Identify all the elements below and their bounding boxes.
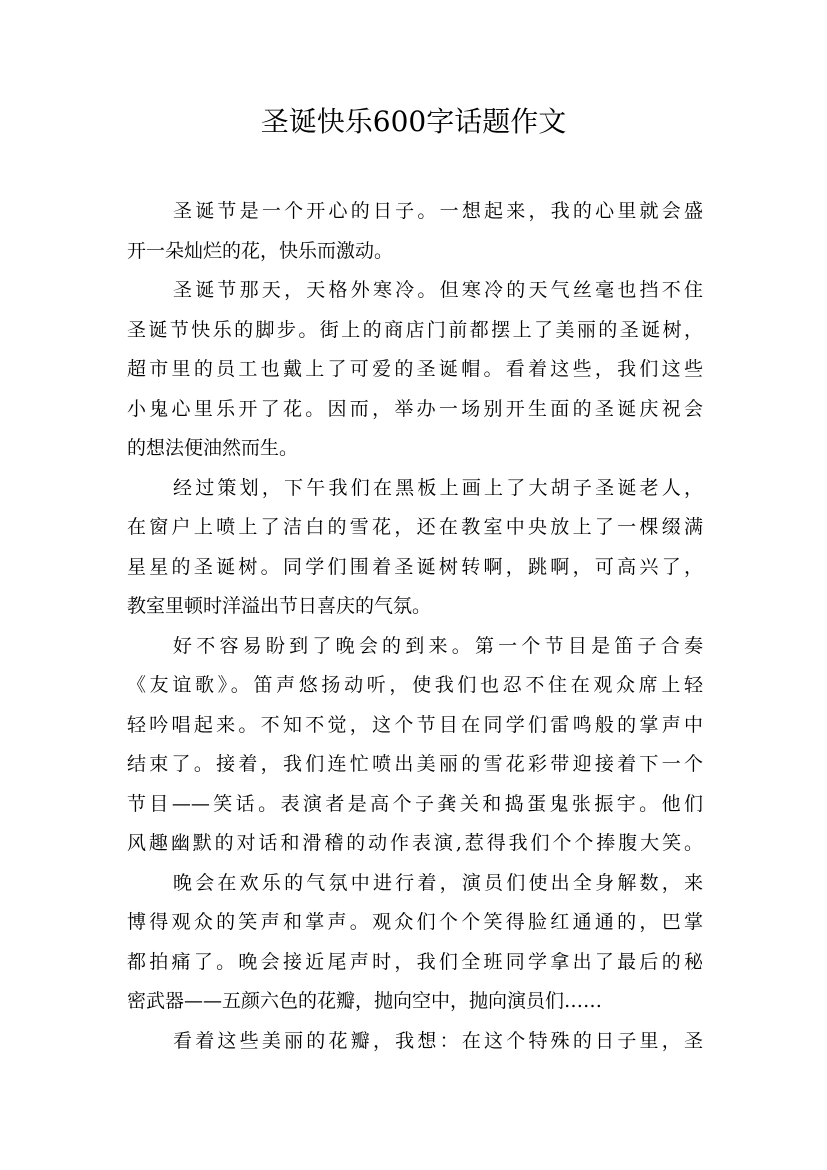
- text-line: 好不容易盼到了晚会的到来。第一个节目是笛子合奏: [173, 634, 703, 657]
- text-line: 超市里的员工也戴上了可爱的圣诞帽。看着这些，我们这些: [127, 358, 703, 380]
- text-line: 圣诞节是一个开心的日子。一想起来，我的心里就会盛: [173, 200, 703, 222]
- text-line: 看着这些美丽的花瓣，我想：在这个特殊的日子里，圣: [173, 1029, 703, 1052]
- text-line: 开一朵灿烂的花，快乐而激动。: [127, 239, 394, 262]
- text-line: 圣诞节快乐的脚步。街上的商店门前都摆上了美丽的圣诞树，: [127, 318, 703, 341]
- text-line: 密武器——五颜六色的花瓣，抛向空中，抛向演员们……: [127, 990, 603, 1012]
- text-line: 星星的圣诞树。同学们围着圣诞树转啊，跳啊，可高兴了，: [127, 555, 703, 578]
- text-line: 《友谊歌》。笛声悠扬动听，使我们也忍不住在观众席上轻: [127, 674, 703, 696]
- text-line: 的想法便油然而生。: [127, 437, 299, 459]
- text-line: 结束了。接着，我们连忙喷出美丽的雪花彩带迎接着下一个: [127, 753, 703, 775]
- document-title: 圣诞快乐600字话题作文: [260, 105, 567, 138]
- text-line: 晚会在欢乐的气氛中进行着，演员们使出全身解数，来: [173, 871, 703, 894]
- text-line: 小鬼心里乐开了花。因而，举办一场别开生面的圣诞庆祝会: [127, 397, 703, 420]
- essay-body: [127, 192, 703, 1061]
- text-line: 经过策划，下午我们在黑板上画上了大胡子圣诞老人，: [173, 476, 703, 499]
- text-line: 博得观众的笑声和掌声。观众们个个笑得脸红通通的，巴掌: [127, 911, 703, 933]
- text-line: 轻吟唱起来。不知不觉，这个节目在同学们雷鸣般的掌声中: [127, 713, 703, 736]
- text-line: 圣诞节那天，天格外寒冷。但寒冷的天气丝毫也挡不住: [173, 279, 703, 301]
- text-line: 在窗户上喷上了洁白的雪花，还在教室中央放上了一棵缀满: [127, 516, 703, 538]
- text-line: 风趣幽默的对话和滑稽的动作表演,惹得我们个个捧腹大笑。: [127, 832, 703, 854]
- text-line: 节目——笑话。表演者是高个子龚关和捣蛋鬼张振宇。他们: [127, 792, 703, 815]
- text-line: 教室里顿时洋溢出节日喜庆的气氛。: [127, 595, 432, 617]
- text-line: 都拍痛了。晚会接近尾声时，我们全班同学拿出了最后的秘: [127, 950, 703, 973]
